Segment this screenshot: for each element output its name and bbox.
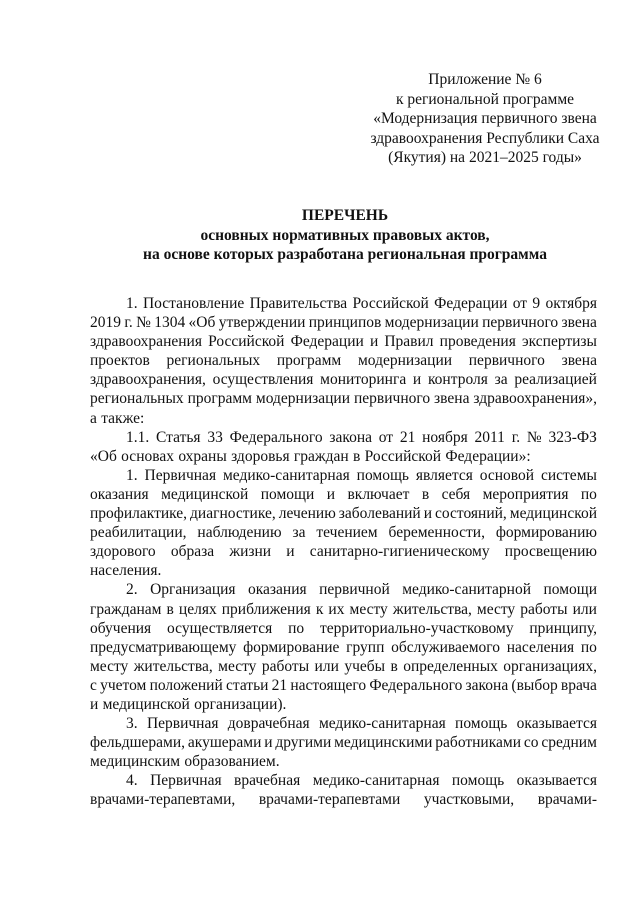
word: определенных	[403, 657, 498, 675]
word: Российской	[208, 333, 285, 351]
word: в	[166, 600, 174, 618]
word: Статья	[156, 428, 201, 446]
word: учебы	[344, 657, 386, 675]
body-text-line	[90, 313, 597, 332]
document-title: ПЕРЕЧЕНЬ	[301, 207, 389, 224]
body-text-line	[90, 485, 597, 504]
body-text-line	[90, 504, 597, 523]
word: оказания	[90, 485, 149, 503]
body-text-line	[90, 771, 597, 790]
word: наблюдению	[197, 524, 282, 542]
document-subtitle-line: на основе которых разработана региональная программа	[143, 246, 547, 263]
word: групп	[346, 638, 385, 656]
word: экспертизы	[521, 333, 597, 351]
word: или	[314, 657, 339, 675]
word: 2011	[474, 428, 505, 446]
word: реабилитации,	[90, 524, 187, 542]
word: основах	[121, 447, 174, 465]
annex-line: (Якутия) на 2021–2025 годы»	[388, 149, 582, 166]
word: месту	[90, 657, 129, 675]
word: Федерации	[290, 333, 364, 351]
word: состояний,	[434, 505, 507, 523]
word: формирование	[243, 638, 340, 656]
annex-reference	[360, 70, 610, 168]
word: Российской	[352, 295, 429, 312]
word: медико-санитарная	[318, 715, 446, 733]
document-subtitle-line: основных нормативных правовых актов,	[200, 226, 490, 244]
word: г.	[124, 314, 133, 332]
word: здорового	[90, 543, 156, 561]
word: положений	[149, 676, 223, 694]
word: и	[90, 695, 99, 713]
annex-line: здравоохранения Республики Саха	[370, 129, 600, 147]
word: по	[580, 638, 597, 656]
word: в	[390, 657, 398, 675]
word: жизни	[229, 543, 272, 561]
word: населения	[506, 638, 575, 656]
word: г.	[511, 428, 521, 446]
word: образованием.	[184, 753, 280, 771]
word: медицинскими	[334, 734, 433, 752]
word: закона	[329, 428, 373, 446]
word: 21	[271, 676, 288, 694]
document-body	[90, 294, 597, 810]
word: Правил	[384, 333, 434, 351]
word: в	[421, 485, 430, 503]
word: программ	[187, 390, 252, 408]
word: модернизации	[255, 390, 351, 408]
word: организациях,	[503, 657, 597, 675]
word: формированию	[495, 524, 597, 542]
word: здравоохранения,	[90, 371, 206, 389]
word: Первичная	[146, 715, 219, 733]
body-text-line	[90, 695, 597, 714]
body-text-line	[90, 370, 597, 389]
word: основой	[479, 466, 535, 484]
body-text-line	[90, 580, 597, 599]
word: за	[292, 524, 306, 542]
body-text-line	[90, 714, 597, 733]
word: охраны	[178, 447, 227, 465]
word: реализацией	[514, 371, 597, 389]
word: участковыми,	[423, 791, 515, 809]
word: и	[369, 333, 379, 351]
body-text-line	[90, 752, 597, 771]
word: или	[572, 600, 597, 618]
word: оказывается	[516, 772, 597, 790]
word: и	[326, 485, 336, 503]
annex-line: к региональной программе	[395, 90, 575, 108]
word: Постановление	[142, 295, 245, 312]
word: Первичная	[144, 466, 217, 484]
body-text-line	[90, 332, 597, 351]
word: включает	[347, 485, 410, 503]
word: населения.	[90, 562, 162, 580]
word: медицинским	[90, 753, 181, 771]
word: медицинской	[161, 485, 249, 503]
word: «Об	[188, 314, 216, 332]
body-text-line	[90, 638, 597, 657]
word: средним	[541, 734, 597, 752]
word: врача	[560, 676, 597, 694]
word: акушерами	[187, 734, 262, 752]
body-text-line	[90, 389, 597, 408]
word: принципов	[308, 314, 382, 332]
word: 323-ФЗ	[548, 428, 597, 446]
word: здоровья	[231, 447, 290, 465]
word: в	[353, 447, 361, 465]
word: по	[580, 485, 597, 503]
word: врачами-терапевтами	[258, 791, 401, 809]
word: и	[286, 543, 295, 561]
word: работы	[261, 657, 310, 675]
word: «Об	[90, 447, 117, 465]
body-text-line	[90, 676, 597, 695]
word: 3.	[126, 715, 138, 733]
word: а	[90, 409, 97, 427]
word: осуществления	[212, 371, 314, 389]
word: системы	[540, 466, 597, 484]
word: организации).	[194, 695, 287, 713]
body-text-line	[90, 733, 597, 752]
word: 9	[532, 295, 541, 312]
word: Первичная	[150, 772, 222, 790]
word: от	[378, 428, 394, 446]
word: работы	[520, 600, 568, 618]
word: помощи	[260, 485, 315, 503]
word: контроля	[427, 371, 488, 389]
word: и	[423, 505, 432, 523]
word: от	[512, 295, 528, 312]
word: здравоохранения»,	[473, 390, 597, 408]
word: обслуживаемого	[391, 638, 501, 656]
word: жительства,	[392, 600, 472, 618]
word: 1.	[126, 295, 138, 312]
word: звена	[561, 352, 597, 370]
body-text-line	[90, 790, 597, 809]
word: приближения	[221, 600, 311, 618]
word: проектов	[90, 352, 150, 370]
word: мониторинга	[320, 371, 407, 389]
word: фельдшерами,	[90, 734, 186, 752]
body-text-line	[90, 409, 597, 428]
word: себя	[441, 485, 471, 503]
body-text-line	[90, 561, 597, 580]
body-text-line	[90, 447, 597, 466]
body-text-line	[90, 600, 597, 619]
word: первичного	[468, 352, 545, 370]
word: 2019	[90, 314, 121, 332]
word: закона	[465, 676, 509, 694]
word: первичного	[353, 390, 431, 408]
word: медико-санитарная	[312, 772, 440, 790]
word: модернизации	[384, 314, 479, 332]
word: месту	[349, 600, 388, 618]
word: звена	[434, 390, 470, 408]
word: также:	[101, 409, 145, 427]
word: врачебная	[234, 772, 301, 790]
annex-line: Приложение № 6	[428, 71, 542, 88]
word: 4.	[126, 772, 138, 790]
word: со	[523, 734, 539, 752]
word: Федерального	[229, 428, 323, 446]
word: медицинской	[509, 505, 597, 523]
word: жительства,	[133, 657, 213, 675]
word: проведения	[439, 333, 516, 351]
word: помощь	[356, 466, 409, 484]
word: программ	[276, 352, 342, 370]
document-heading	[90, 206, 600, 265]
word: беременности,	[388, 524, 485, 542]
word: 1.1.	[126, 428, 150, 446]
word: принципу,	[529, 619, 597, 637]
word: образа	[170, 543, 215, 561]
word: врачами-	[537, 791, 597, 809]
body-text-line	[90, 351, 597, 370]
word: оказания	[248, 581, 307, 599]
word: оказывается	[516, 715, 597, 733]
word: просвещению	[504, 543, 597, 561]
word: настоящего	[290, 676, 367, 694]
word: 21	[399, 428, 416, 446]
word: Федерального	[369, 676, 463, 694]
word: заболеваний	[338, 505, 421, 523]
word: первичного	[482, 314, 559, 332]
word: лечению	[278, 505, 336, 523]
body-text-line	[90, 428, 597, 447]
word: обучения	[90, 619, 152, 637]
word: и	[264, 734, 273, 752]
word: течением	[316, 524, 378, 542]
word: здравоохранения	[90, 333, 202, 351]
word: октября	[545, 295, 597, 312]
word: Правительства	[249, 295, 348, 312]
word: №	[526, 428, 542, 446]
word: медицинской	[102, 695, 190, 713]
word: месту	[476, 600, 516, 618]
word: Федерации	[434, 295, 508, 312]
word: за	[494, 371, 508, 389]
word: санитарно-гигиеническому	[309, 543, 490, 561]
word: предусматривающему	[90, 638, 237, 656]
word: 1304	[154, 314, 186, 332]
word: гражданам	[90, 600, 162, 618]
word: другими	[275, 734, 332, 752]
word: №	[136, 314, 151, 332]
body-text-line	[90, 294, 597, 313]
word: региональных	[166, 352, 261, 370]
word: первичной	[319, 581, 390, 599]
word: и	[412, 371, 422, 389]
word: Российской	[364, 447, 442, 465]
word: осуществляется	[167, 619, 273, 637]
word: медико-санитарная	[222, 466, 350, 484]
word: региональных	[90, 390, 184, 408]
word: модернизации	[357, 352, 453, 370]
word: врачами-терапевтами,	[90, 791, 236, 809]
word: мероприятия	[482, 485, 569, 503]
word: диагностике,	[190, 505, 276, 523]
word: 33	[207, 428, 223, 446]
word: Организация	[150, 581, 236, 599]
body-text-line	[90, 542, 597, 561]
word: к	[315, 600, 324, 618]
word: 1.	[126, 466, 138, 484]
word: медико-санитарной	[402, 581, 532, 599]
body-text-line	[90, 523, 597, 542]
word: территориально-участковому	[319, 619, 514, 637]
word: учетом	[100, 676, 147, 694]
word: целях	[178, 600, 217, 618]
word: Федерации»:	[445, 447, 531, 465]
word: помощь	[455, 715, 508, 733]
word: утверждении	[218, 314, 306, 332]
word: доврачебная	[227, 715, 310, 733]
word: граждан	[293, 447, 349, 465]
word: помощь	[451, 772, 505, 790]
word: по	[288, 619, 305, 637]
word: звена	[561, 314, 597, 332]
word: статьи	[225, 676, 269, 694]
word: месту	[218, 657, 257, 675]
body-text-line	[90, 466, 597, 485]
word: 2.	[126, 581, 138, 599]
annex-line: «Модернизация первичного звена	[373, 110, 597, 127]
word: является	[415, 466, 473, 484]
word: (выбор	[511, 676, 558, 694]
body-text-line	[90, 619, 597, 638]
word: ноября	[422, 428, 468, 446]
body-text-line	[90, 657, 597, 676]
word: помощи	[543, 581, 597, 599]
word: их	[328, 600, 345, 618]
word: работниками	[435, 734, 522, 752]
word: с	[90, 676, 97, 694]
word: профилактике,	[90, 505, 188, 523]
